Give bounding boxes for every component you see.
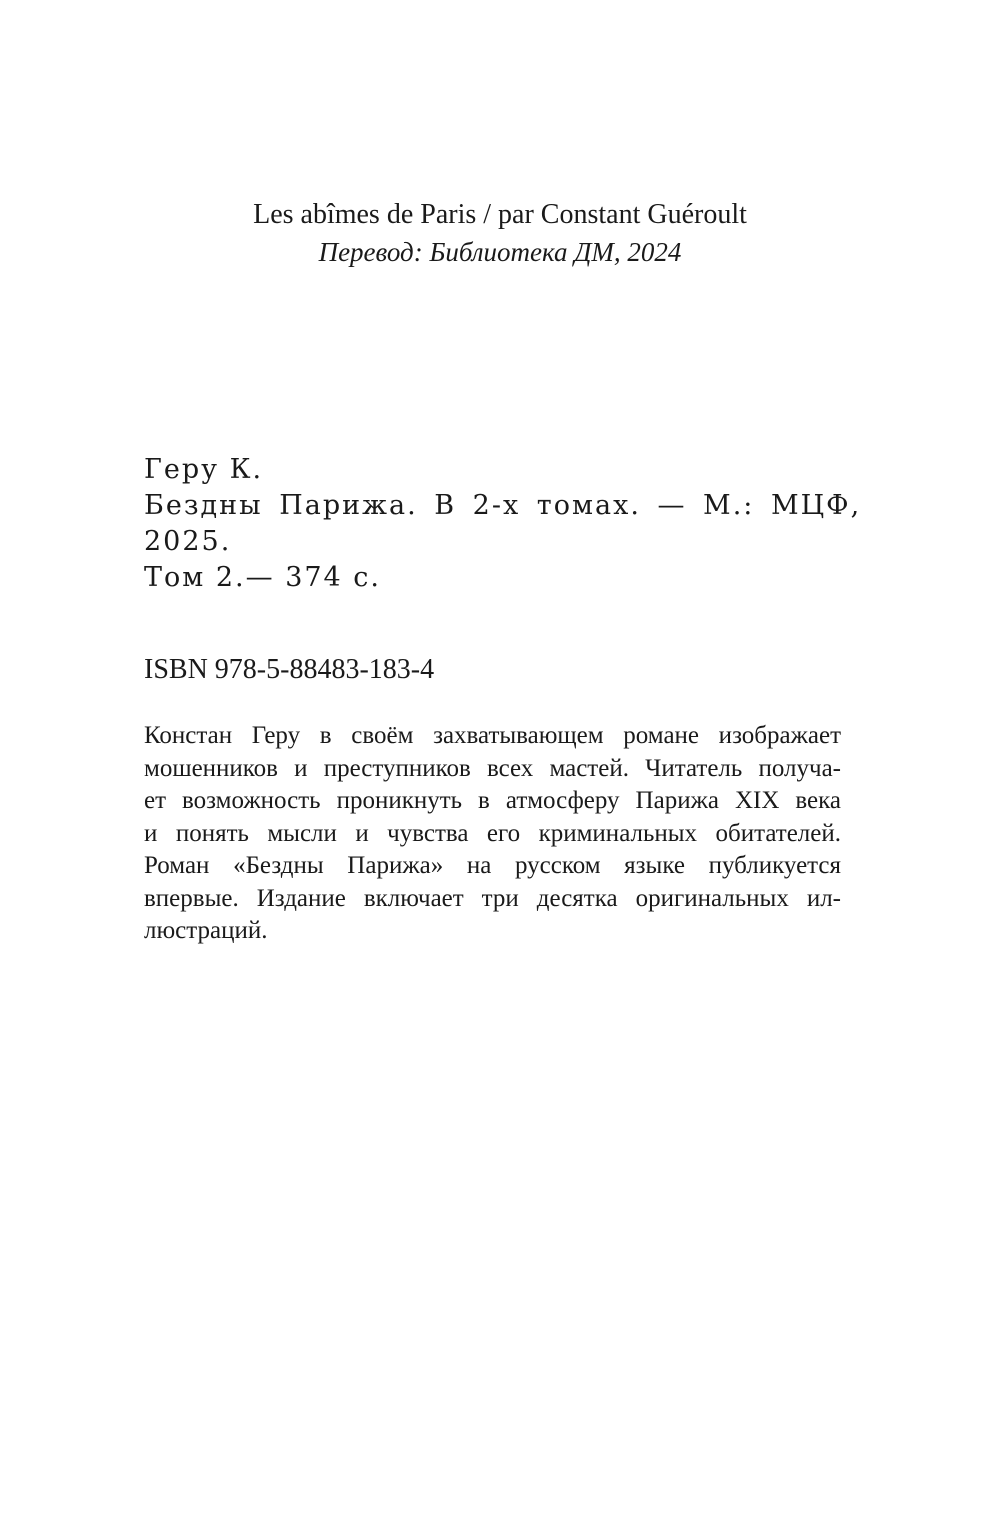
annotation-line: мошенников и преступников всех мастей. Читатель получа- <box>144 754 841 782</box>
bib-year: 2025. <box>144 526 232 557</box>
bib-author: Геру К. <box>144 454 264 485</box>
annotation-line: люстраций. <box>144 917 268 944</box>
bib-title-line: Бездны Парижа. В 2-х томах. — М.: МЦФ, <box>144 490 862 521</box>
isbn: ISBN 978-5-88483-183-4 <box>144 654 435 685</box>
bib-volume: Том 2.— 374 с. <box>144 562 382 593</box>
annotation-line: Роман «Бездны Парижа» на русском языке публикуется <box>144 852 841 879</box>
annotation-line: Констан Геру в своём захватывающем романе изображает <box>144 722 841 749</box>
original-title: Les abîmes de Paris / par Constant Guéroult <box>253 199 747 230</box>
annotation <box>144 720 841 948</box>
annotation-line: и понять мысли и чувства его криминальных обитателей. <box>144 819 841 847</box>
bibliographic-record <box>144 452 862 596</box>
annotation-line: впервые. Издание включает три десятка оригинальных ил- <box>144 884 841 912</box>
translation-credit: Перевод: Библиотека ДМ, 2024 <box>318 237 682 267</box>
title-header <box>0 196 1000 270</box>
annotation-line: ет возможность проникнуть в атмосферу Парижа XIX века <box>144 787 841 814</box>
